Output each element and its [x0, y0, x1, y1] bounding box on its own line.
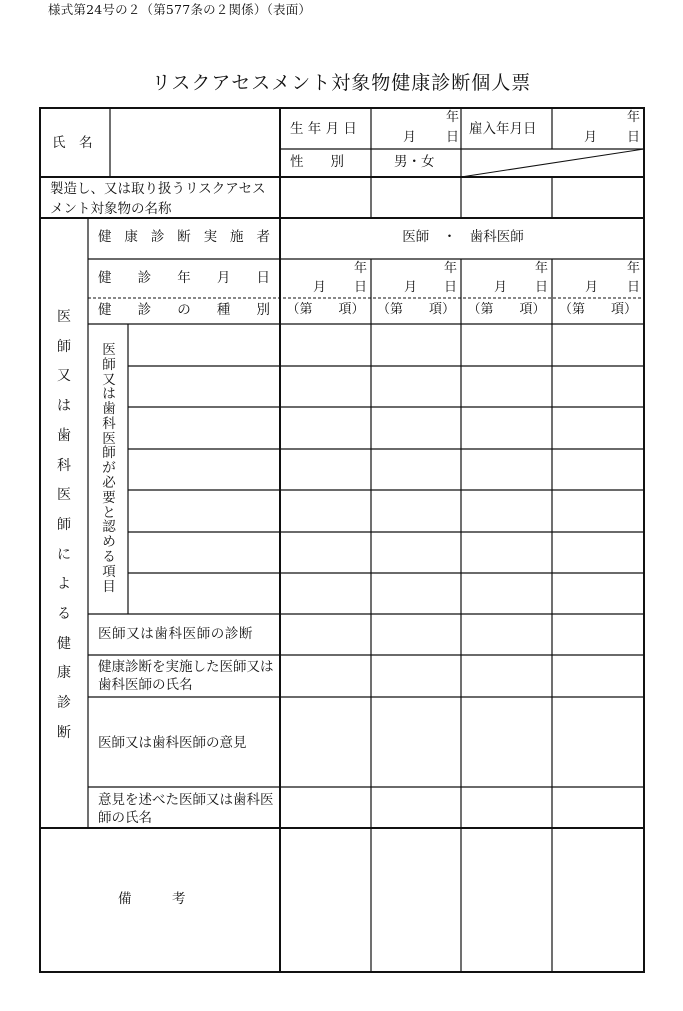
exam-day-unit-3: 日: [535, 280, 549, 295]
exam-day-unit-4: 日: [627, 280, 641, 295]
exam-day-unit-2: 日: [444, 280, 458, 295]
implementer-value[interactable]: 医師 ・ 歯科医師: [402, 229, 524, 245]
exam-month-unit-3: 月: [494, 280, 508, 295]
exam-month-unit-4: 月: [585, 280, 599, 295]
substance-field-3[interactable]: [463, 179, 551, 217]
name-field[interactable]: [112, 110, 278, 175]
sex-options[interactable]: 男・女: [394, 154, 435, 170]
birth-month-unit: 月: [403, 130, 417, 145]
birth-date-field[interactable]: [373, 110, 433, 147]
hire-date-field[interactable]: [554, 110, 614, 147]
form-code: 様式第24号の２（第577条の２関係）（表面）: [48, 2, 312, 17]
exam-type-cell-3[interactable]: （第 項）: [467, 302, 546, 317]
birth-year-unit: 年: [446, 110, 460, 125]
exam-year-unit-4: 年: [627, 261, 641, 276]
exam-day-unit-1: 日: [354, 280, 368, 295]
required-items-label: 医 師 又 は 歯 科 医 師 が 必 要 と 認 め る 項 目: [102, 342, 116, 595]
opinion-giver-label: 意見を述べた医師又は歯科医師の氏名: [98, 792, 274, 827]
exam-year-unit-2: 年: [444, 261, 458, 276]
form-title: リスクアセスメント対象物健康診断個人票: [151, 72, 532, 94]
substance-field-1[interactable]: [282, 179, 370, 217]
exam-type-label: 健 診 の 種 別: [98, 302, 270, 318]
sex-label: 性 別: [290, 154, 344, 170]
exam-month-unit-1: 月: [313, 280, 327, 295]
exam-date-label: 健 診 年 月 日: [98, 270, 270, 286]
hire-month-unit: 月: [584, 130, 598, 145]
implementer-label: 健 康 診 断 実 施 者: [98, 229, 270, 245]
birth-date-label: 生 年 月 日: [290, 121, 357, 137]
hire-day-unit: 日: [627, 130, 641, 145]
hire-year-unit: 年: [627, 110, 641, 125]
side-title: 医 師 又 は 歯 科 医 師 に よ る 健 康 診 断: [57, 309, 71, 741]
exam-type-cell-1[interactable]: （第 項）: [286, 302, 365, 317]
examiner-name-label: 健康診断を実施した医師又は歯科医師の氏名: [98, 659, 274, 694]
hire-date-label: 雇入年月日: [469, 121, 537, 137]
birth-day-unit: 日: [446, 130, 460, 145]
substance-field-2[interactable]: [373, 179, 460, 217]
substance-field-4[interactable]: [554, 179, 643, 217]
exam-type-cell-4[interactable]: （第 項）: [558, 302, 637, 317]
name-label: 氏 名: [52, 135, 93, 151]
exam-type-cell-2[interactable]: （第 項）: [376, 302, 455, 317]
substance-label: 製造し、又は取り扱うリスクアセスメント対象物の名称: [50, 181, 266, 217]
opinion-label: 医師又は歯科医師の意見: [98, 735, 247, 751]
exam-month-unit-2: 月: [404, 280, 418, 295]
remarks-label: 備 考: [118, 891, 186, 907]
diagnosis-label: 医師又は歯科医師の診断: [98, 626, 254, 642]
exam-year-unit-1: 年: [354, 261, 368, 276]
exam-year-unit-3: 年: [535, 261, 549, 276]
